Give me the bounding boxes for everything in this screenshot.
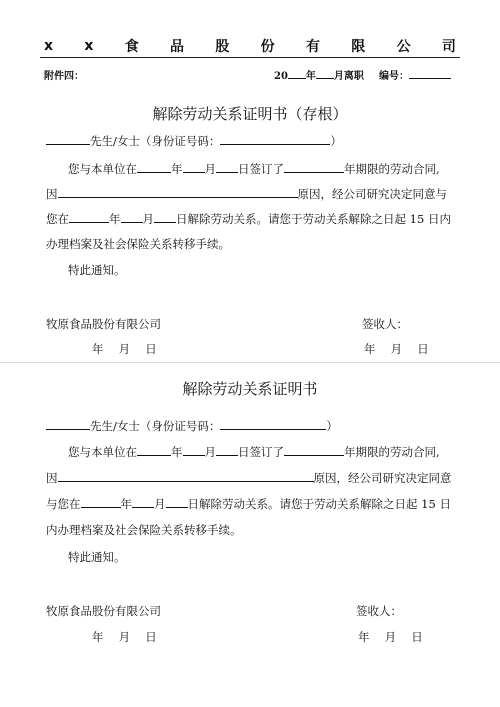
blank-term[interactable]	[284, 444, 344, 456]
cert-person-line	[46, 418, 338, 434]
text: 年期限的劳动合同,	[344, 445, 440, 459]
leave-date-line	[274, 67, 364, 82]
text: 年期限的劳动合同,	[344, 162, 440, 176]
name-blank[interactable]	[46, 418, 90, 430]
text: 日解除劳动关系。请您于劳动关系解除之日起 15 日内	[176, 212, 451, 226]
company-char: x	[84, 38, 94, 54]
text: 您与本单位在	[68, 445, 137, 459]
stub-date-left: 年 月 日	[92, 342, 157, 356]
blank-reason[interactable]	[58, 186, 298, 198]
cert-date-right: 年 月 日	[358, 630, 423, 644]
stub-notice: 特此通知。	[68, 263, 126, 277]
text: 原因，经公司研究决定同意与	[297, 187, 447, 201]
cert-notice: 特此通知。	[68, 550, 126, 564]
text: 日签订了	[238, 445, 284, 459]
blank-year[interactable]	[137, 161, 171, 173]
paren-close: ）	[326, 419, 338, 433]
cert-sign-label: 签收人：	[356, 604, 402, 618]
cert-title: 解除劳动关系证明书	[182, 380, 318, 398]
text: 月	[154, 497, 166, 511]
blank-month[interactable]	[183, 161, 205, 173]
person-label: 先生/女士（身份证号码：	[90, 419, 221, 433]
person-label: 先生/女士（身份证号码：	[90, 134, 221, 148]
cert-para-line-2	[46, 470, 452, 486]
text: 因	[46, 471, 58, 485]
blank-day[interactable]	[216, 444, 238, 456]
header-rule	[40, 57, 460, 58]
company-char: 公	[396, 39, 411, 55]
stub-sign-label: 签收人：	[362, 317, 408, 331]
company-char: 品	[170, 39, 184, 55]
cert-para-line-3	[46, 496, 451, 512]
text: 日签订了	[238, 162, 284, 176]
company-char: 有	[305, 39, 320, 55]
number-label: 编号：	[379, 71, 409, 82]
blank-term[interactable]	[284, 161, 344, 173]
text: 月	[204, 445, 216, 459]
text: 年	[120, 497, 132, 511]
company-char: x	[44, 38, 54, 54]
blank-year[interactable]	[137, 444, 171, 456]
number-blank[interactable]	[409, 67, 451, 79]
year-char: 年	[305, 71, 316, 82]
text: 您与本单位在	[68, 162, 137, 176]
text: 月	[142, 212, 154, 226]
name-blank[interactable]	[46, 133, 90, 145]
text: 年	[171, 445, 183, 459]
text: 年	[171, 162, 183, 176]
cert-para-line-1	[68, 444, 440, 460]
stub-para-line-1	[68, 161, 440, 177]
stub-para-line-4: 办理档案及社会保险关系转移手续。	[46, 237, 230, 251]
blank-year[interactable]	[81, 496, 121, 508]
paren-close: ）	[330, 134, 342, 148]
blank-year[interactable]	[69, 211, 109, 223]
blank-month[interactable]	[121, 211, 143, 223]
text: 年	[109, 212, 121, 226]
blank-day[interactable]	[216, 161, 238, 173]
company-char: 股	[215, 39, 230, 55]
text: 您在	[46, 212, 69, 226]
company-header	[44, 36, 456, 56]
company-char: 司	[441, 39, 456, 55]
blank-day[interactable]	[166, 496, 188, 508]
id-number-blank[interactable]	[220, 418, 326, 430]
text: 因	[46, 187, 58, 201]
stub-company: 牧原食品股份有限公司	[46, 317, 161, 331]
cert-date-left: 年 月 日	[92, 630, 157, 644]
company-char: 限	[351, 39, 366, 55]
stub-para-line-3	[46, 211, 451, 227]
number-line	[379, 67, 451, 82]
blank-reason[interactable]	[58, 470, 314, 482]
attachment-label: 附件四：	[44, 71, 84, 82]
stub-person-line	[46, 133, 342, 149]
text: 月	[204, 162, 216, 176]
cert-company: 牧原食品股份有限公司	[46, 604, 161, 618]
stub-title: 解除劳动关系证明书（存根）	[152, 105, 348, 123]
month-blank[interactable]	[316, 67, 334, 79]
text: 日解除劳动关系。请您于劳动关系解除之日起 15 日	[187, 497, 451, 511]
cert-para-line-4: 内办理档案及社会保险关系转移手续。	[46, 523, 242, 537]
year-blank[interactable]	[288, 67, 306, 79]
blank-month[interactable]	[132, 496, 154, 508]
text: 与您在	[46, 497, 81, 511]
section-divider	[0, 362, 500, 363]
text: 原因，经公司研究决定同意	[313, 471, 452, 485]
id-number-blank[interactable]	[220, 133, 330, 145]
blank-day[interactable]	[154, 211, 176, 223]
blank-month[interactable]	[183, 444, 205, 456]
company-char: 食	[124, 39, 139, 55]
stub-para-line-2	[46, 186, 447, 202]
stub-date-right: 年 月 日	[364, 342, 429, 356]
month-leave-label: 月离职	[333, 71, 364, 82]
company-char: 份	[260, 39, 275, 55]
year-prefix: 20	[274, 71, 288, 82]
